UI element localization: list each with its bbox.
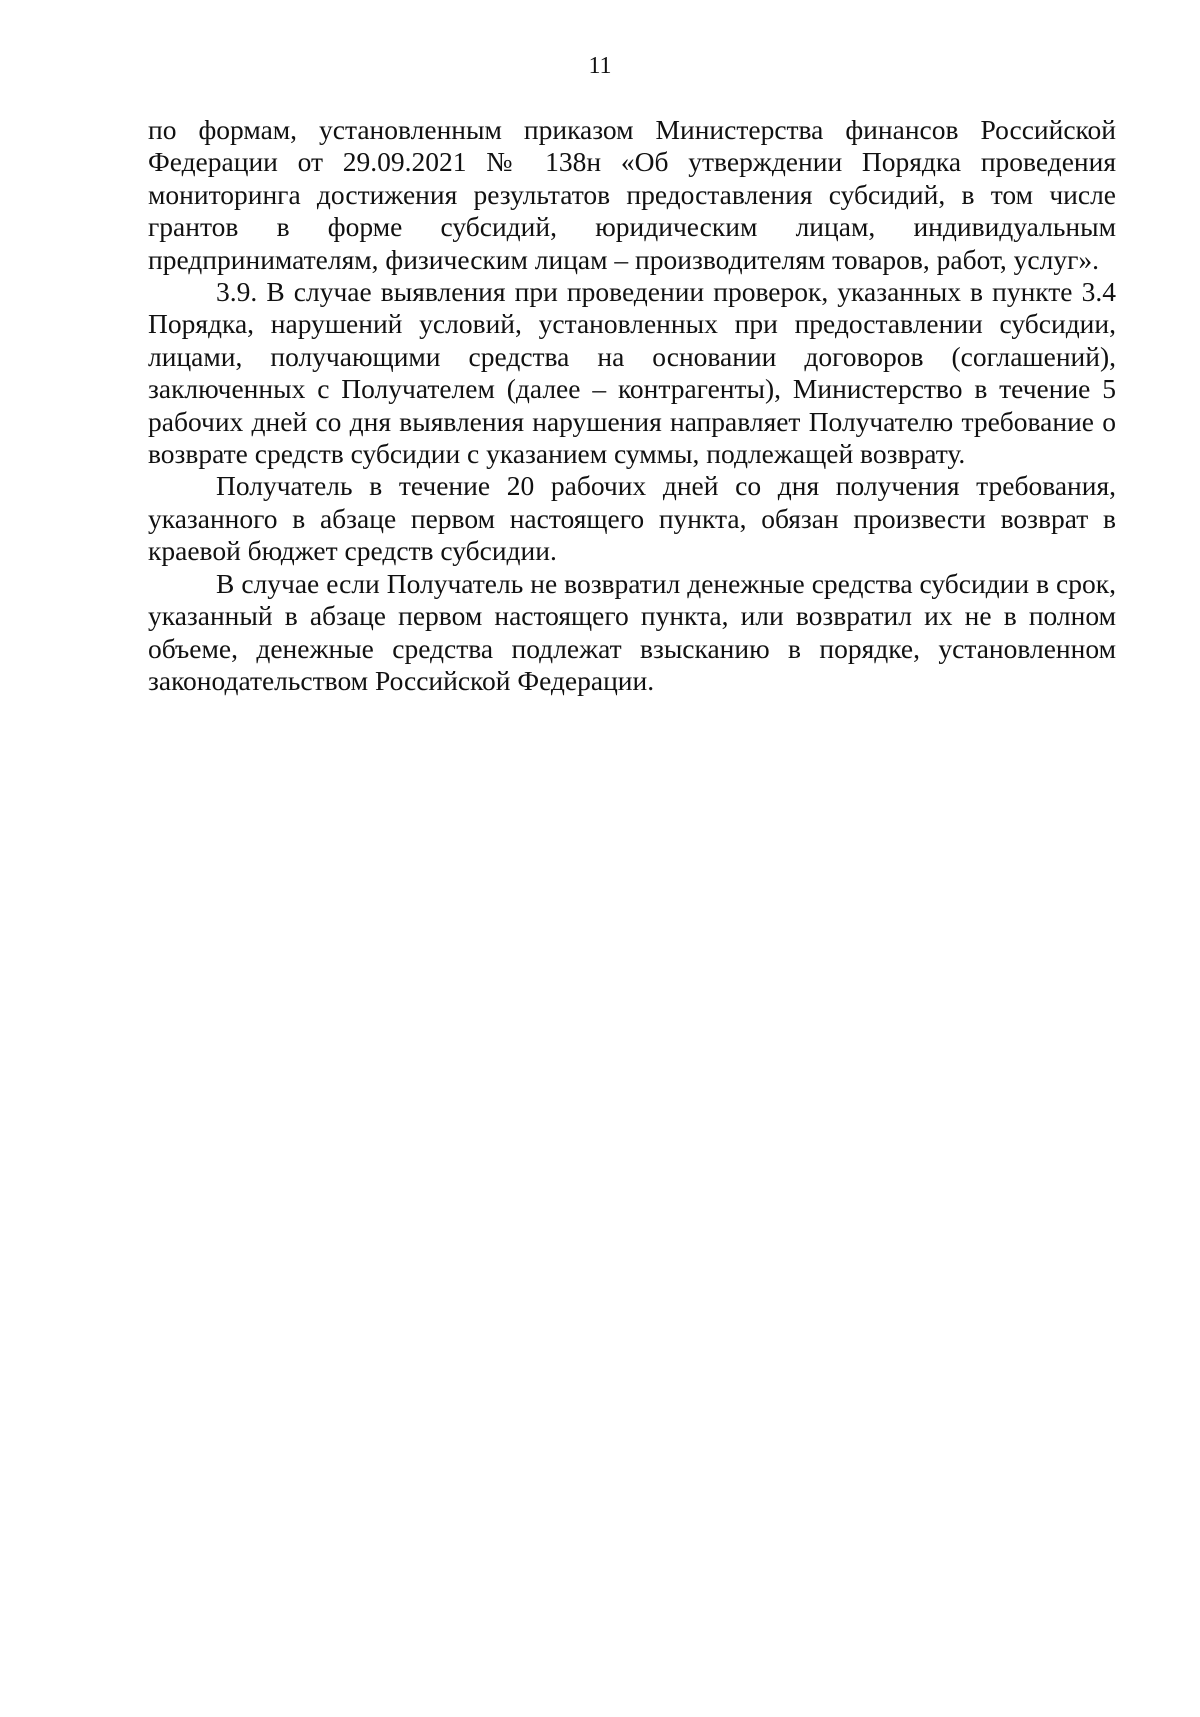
paragraph-1: по формам, установленным приказом Министерства финансов Российской Федерации от 29.09.2021 № 138н «Об утверждении Порядка проведения мониторинга достижения результатов предоставления субсидий, в том числе грантов в форме субсидий, юридическим лицам, индивидуальным предпринимателям, физическим лицам – производителям товаров, работ, услуг».	[148, 114, 1116, 275]
page-number: 11	[588, 53, 612, 79]
paragraph-2: 3.9. В случае выявления при проведении проверок, указанных в пункте 3.4 Порядка, нарушений условий, установленных при предоставлении субсидии, лицами, получающими средства на основании договоров (соглашений), заключенных с Получателем (далее – контрагенты), Министерство в течение 5 рабочих дней со дня выявления нарушения направляет Получателю требование о возврате средств субсидии с указанием суммы, подлежащей возврату.	[148, 276, 1116, 470]
document-body	[148, 114, 1116, 697]
paragraph-3: Получатель в течение 20 рабочих дней со дня получения требования, указанного в абзаце первом настоящего пункта, обязан произвести возврат в краевой бюджет средств субсидии.	[148, 470, 1116, 567]
paragraph-4: В случае если Получатель не возвратил денежные средства субсидии в срок, указанный в абзаце первом настоящего пункта, или возвратил их не в полном объеме, денежные средства подлежат взысканию в порядке, установленном законодательством Российской Федерации.	[148, 567, 1116, 696]
